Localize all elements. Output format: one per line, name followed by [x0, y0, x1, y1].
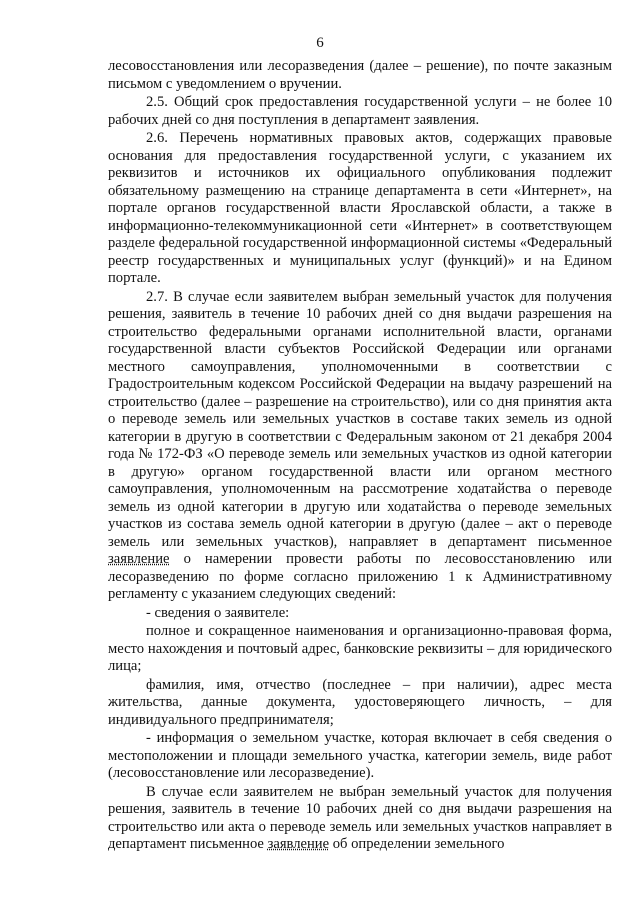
paragraph-2-7-text: 2.7. В случае если заявителем выбран земельный участок для получения решения, заявитель в течение 10 рабочих дней со дня выдачи разрешения на строительство федеральными органами исполнительной власти, органами государственной власти субъектов Российской Федерации или органами местного самоуправления, уполномоченными в соответствии с Градостроительным кодексом Российской Федерации на выдачу разрешений на строительство (далее – разрешение на строительство), или со дня принятия акта о переводе земель или земельных участков в составе таких земель из одной категории в другую в соответствии с Федеральным законом от 21 декабря 2004 года № 172-ФЗ «О переводе земель или земельных участков из одной категории в другую» органом государственной власти или органом местного самоуправления, уполномоченным на рассмотрение ходатайства о переводе земель из одной категории в другую или ходатайства о переводе земельных участков из состава земель одной категории в другую (далее – акт о переводе земель или земельных участков), направляет в департамент письменное	[108, 288, 612, 550]
list-item-land-plot: - информация о земельном участке, которая включает в себя сведения о местоположении и площади земельного участка, категории земель, виде работ (лесовосстановление или лесоразведение).	[108, 730, 612, 781]
page-number: 6	[316, 35, 324, 51]
list-item-individual: фамилия, имя, отчество (последнее – при наличии), адрес места жительства, данные документа, удостоверяющего личность, – для индивидуального предпринимателя;	[108, 676, 612, 728]
paragraph-not-selected-tail: об определении земельного	[329, 836, 505, 852]
application-link-2[interactable]: заявление	[267, 836, 330, 852]
list-item-legal-entity: полное и сокращенное наименования и организационно-правовая форма, место нахождения и почтовый адрес, банковские реквизиты – для юридического лица;	[108, 623, 612, 674]
application-link[interactable]: заявление	[108, 551, 170, 567]
paragraph-not-selected	[108, 784, 612, 854]
paragraph-2-7-tail: о намерении провести работы по лесовосстановлению или лесоразведению по форме согласно приложению 1 к Административному регламенту с указанием следующих сведений:	[108, 551, 612, 602]
paragraph-2-6: 2.6. Перечень нормативных правовых актов, содержащих правовые основания для предоставления государственной услуги, с указанием их реквизитов и источников их официального опубликования подлежит обязательному размещению на странице департамента в сети «Интернет», на портале органов государственной власти Ярославской области, а также в информационно-телекоммуникационной сети «Интернет» в соответствующем разделе федеральной государственной информационной системы «Федеральный реестр государственных и муниципальных услуг (функций)» и на Едином портале.	[108, 130, 612, 286]
document-body	[108, 58, 612, 855]
paragraph-not-selected-text: В случае если заявителем не выбран земельный участок для получения решения, заявитель в течение 10 рабочих дней со дня выдачи разрешения на строительство или акта о переводе земель или земельных участков направляет в департамент письменное	[108, 783, 612, 852]
paragraph-2-7	[108, 289, 612, 604]
paragraph-2-5: 2.5. Общий срок предоставления государственной услуги – не более 10 рабочих дней со дня поступления в департамент заявления.	[108, 94, 612, 128]
paragraph-continuation: лесовосстановления или лесоразведения (далее – решение), по почте заказным письмом с уведомлением о вручении.	[108, 58, 612, 92]
list-item-applicant-info: - сведения о заявителе:	[146, 604, 290, 621]
